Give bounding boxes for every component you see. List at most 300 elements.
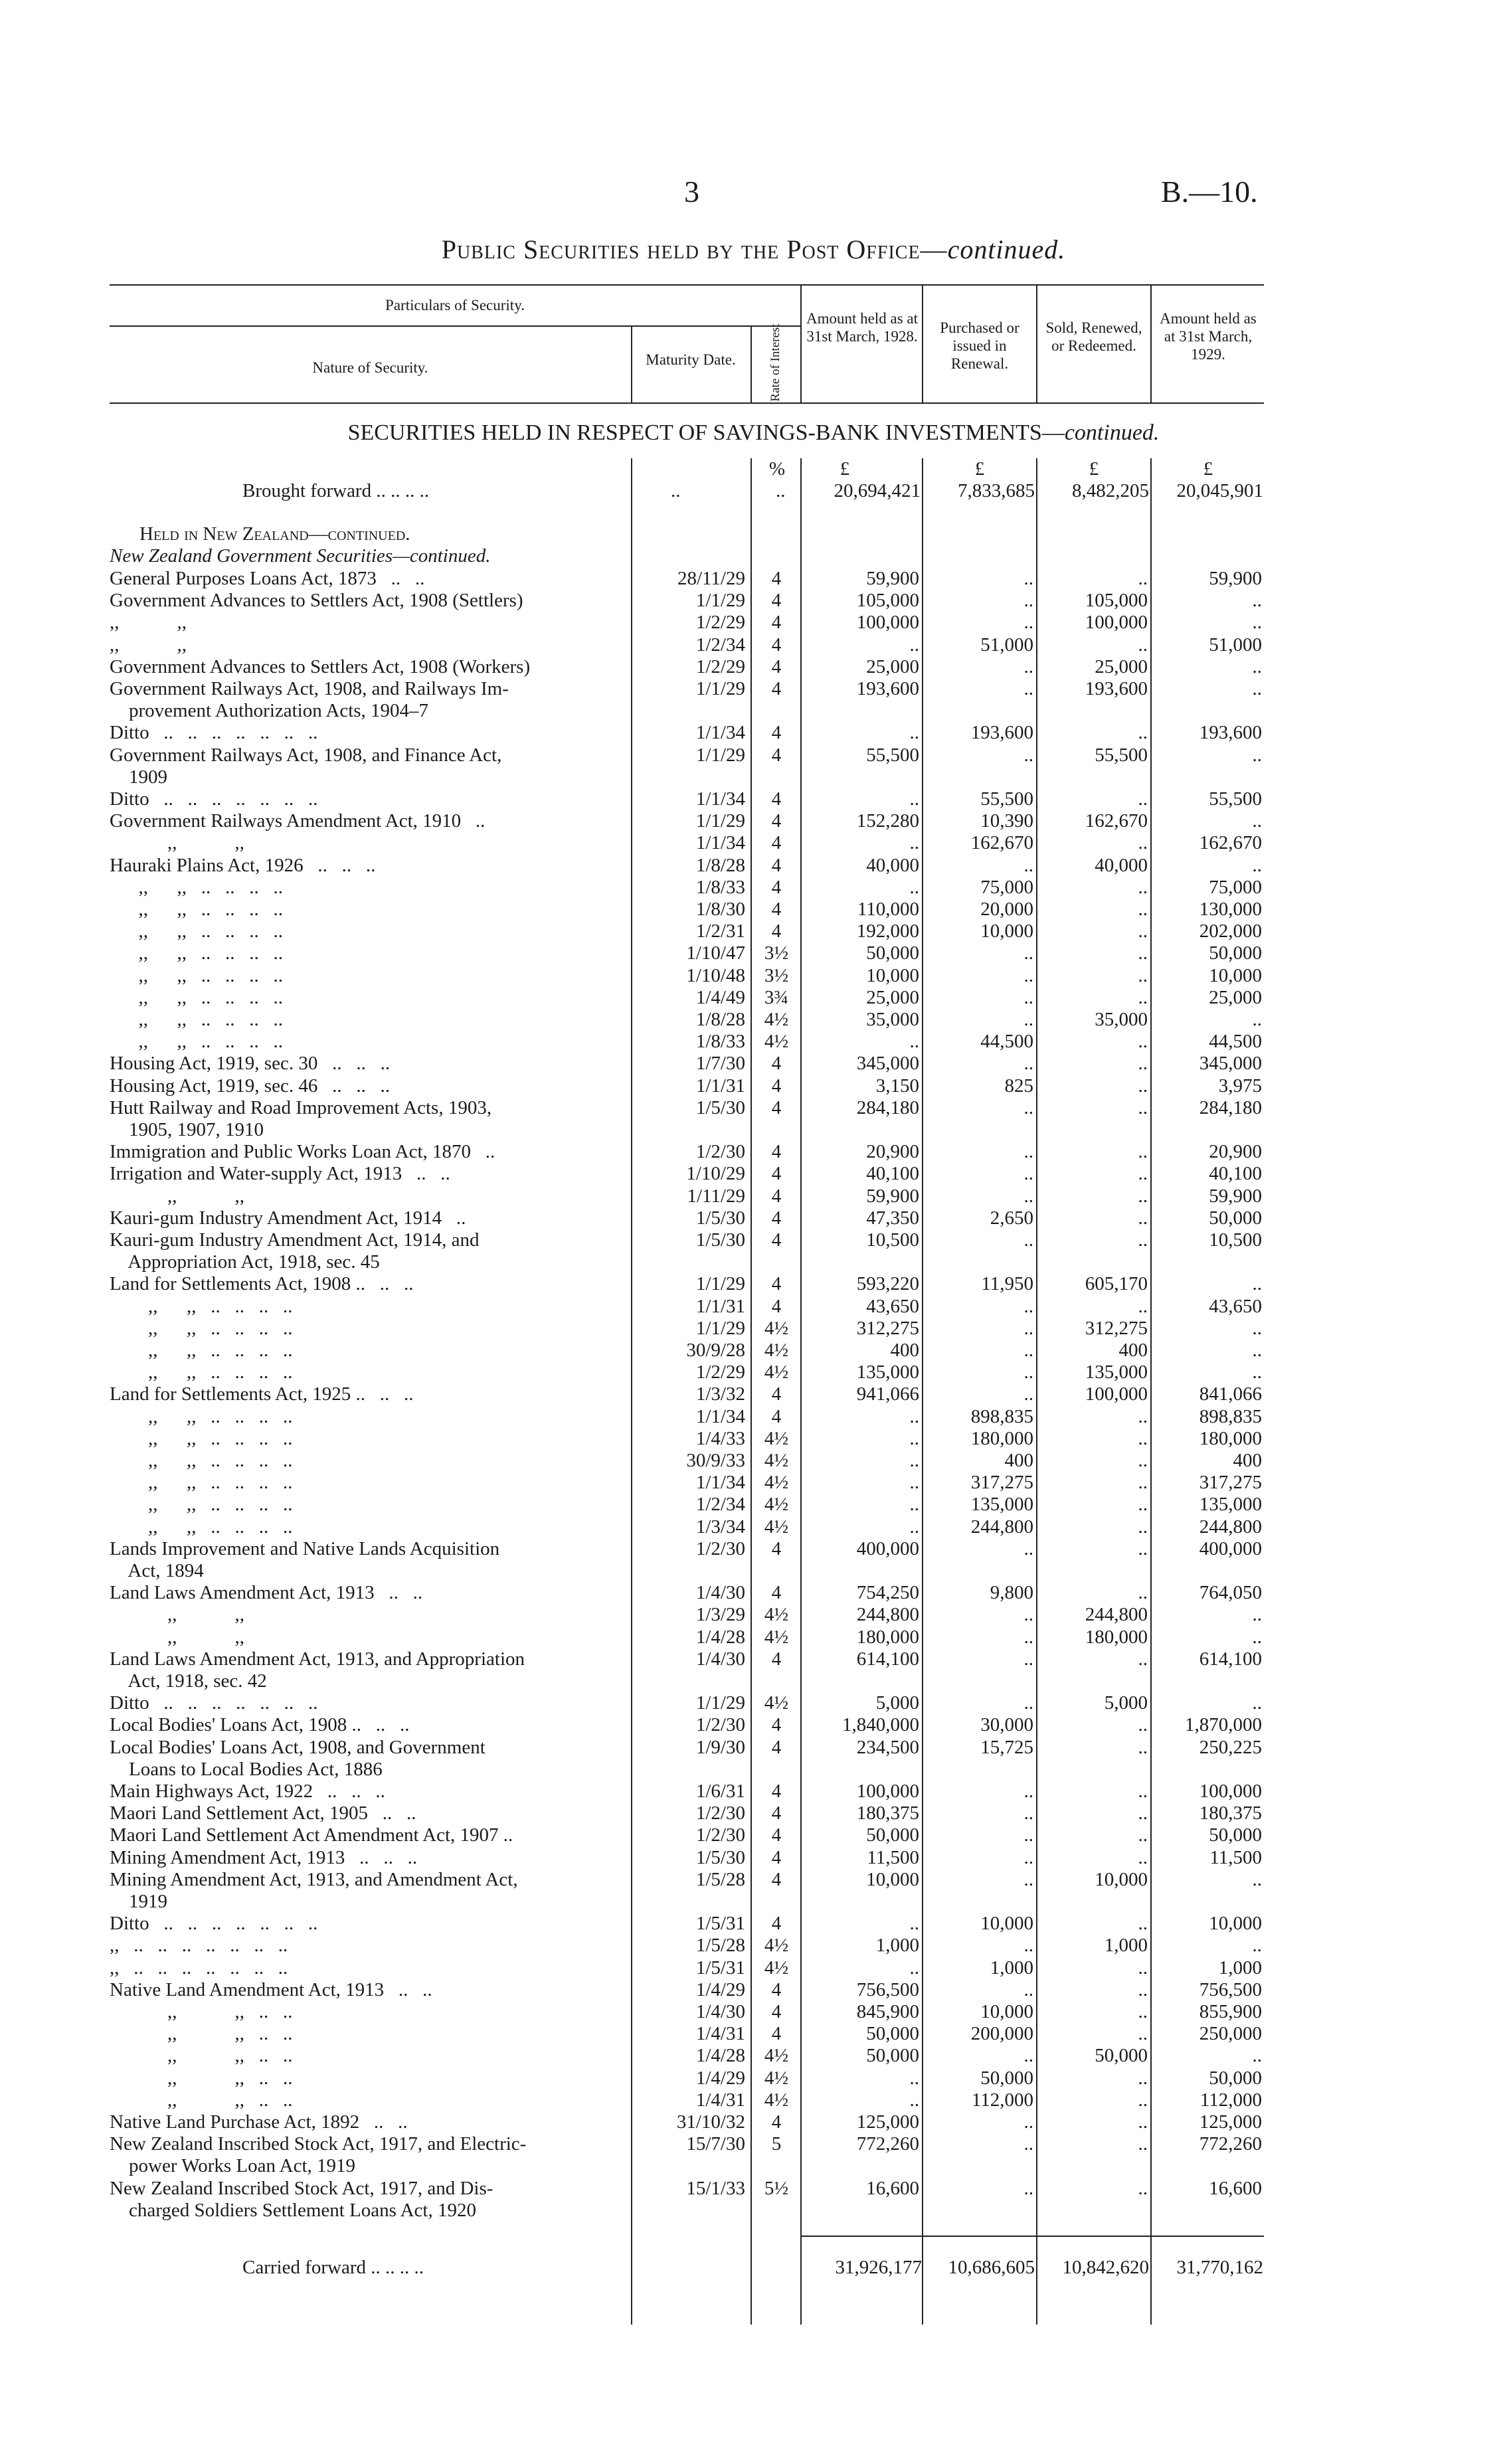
maturity-date: 1/4/33 (695, 1428, 745, 1449)
maturity-date: 1/2/30 (695, 1824, 745, 1846)
purchased-amount: .. (1023, 590, 1033, 611)
interest-rate: 4 (771, 678, 782, 699)
maturity-date: 1/1/29 (695, 810, 745, 832)
amount-held-1929: 180,375 (1199, 1803, 1262, 1824)
purchased-amount: .. (1023, 1383, 1033, 1405)
amount-held-1928: 244,800 (856, 1604, 919, 1625)
security-name: ,, ,, .. .. .. .. (110, 1362, 293, 1383)
amount-held-1928: .. (909, 788, 919, 810)
sold-amount: .. (1138, 987, 1148, 1008)
amount-held-1928: 50,000 (866, 942, 919, 964)
security-name: Mining Amendment Act, 1913, and Amendment Act, (110, 1869, 518, 1890)
interest-rate: 4 (771, 1163, 782, 1184)
purchased-amount: .. (1023, 1781, 1033, 1802)
amount-held-1929: 59,900 (1209, 568, 1262, 589)
maturity-date: 1/4/49 (695, 987, 745, 1008)
amount-held-1928: .. (909, 634, 919, 656)
amount-held-1928: .. (909, 2068, 919, 2089)
page-number: 3 (684, 175, 699, 209)
security-name: New Zealand Inscribed Stock Act, 1917, and Dis- (110, 2178, 493, 2199)
carried-forward-d: 31,770,162 (1176, 2257, 1263, 2278)
amount-held-1929: 10,000 (1209, 965, 1262, 986)
sold-amount: .. (1138, 634, 1148, 656)
header-nature: Nature of Security. (312, 359, 428, 376)
header-divider (922, 284, 923, 402)
amount-held-1929: 764,050 (1199, 1582, 1262, 1603)
purchased-amount: 244,800 (970, 1516, 1033, 1538)
amount-held-1929: .. (1252, 1869, 1262, 1890)
purchased-amount: .. (1023, 1296, 1033, 1317)
amount-held-1928: 100,000 (856, 612, 919, 633)
amount-held-1928: 772,260 (856, 2133, 919, 2155)
purchased-amount: .. (1023, 1318, 1033, 1339)
security-name: ,, ,, .. .. .. .. (110, 1450, 293, 1471)
amount-held-1929: 50,000 (1209, 1824, 1262, 1846)
purchased-amount: .. (1023, 1604, 1033, 1625)
interest-rate: 4½ (764, 1318, 789, 1339)
security-name: Act, 1894 (110, 1560, 204, 1581)
sold-amount: .. (1138, 1406, 1148, 1427)
interest-rate: 4 (771, 1229, 782, 1251)
amount-held-1928: 43,650 (866, 1296, 919, 1317)
amount-held-1929: .. (1252, 1604, 1262, 1625)
security-name: ,, ,, .. .. .. .. (110, 987, 283, 1008)
interest-rate: 4 (771, 832, 782, 853)
interest-rate: 4½ (764, 1450, 789, 1471)
security-name: ,, ,, (110, 1186, 244, 1207)
purchased-amount: 180,000 (970, 1428, 1033, 1449)
unit-b: £ (974, 458, 985, 480)
maturity-date: 1/4/29 (695, 2068, 745, 2089)
header-divider (1036, 284, 1037, 402)
amount-held-1928: 50,000 (866, 1824, 919, 1846)
amount-held-1928: .. (909, 1913, 919, 1934)
sold-amount: .. (1138, 1031, 1148, 1052)
sold-amount: .. (1138, 1075, 1148, 1097)
sold-amount: .. (1138, 1141, 1148, 1162)
maturity-date: 1/1/34 (695, 722, 745, 743)
security-name: Ditto .. .. .. .. .. .. .. (110, 722, 318, 743)
interest-rate: 4 (771, 899, 782, 920)
amount-held-1929: 125,000 (1199, 2111, 1262, 2133)
amount-held-1929: .. (1252, 656, 1262, 677)
amount-held-1929: 1,000 (1218, 1957, 1262, 1979)
maturity-date: 1/4/30 (695, 2001, 745, 2022)
sold-amount: 100,000 (1085, 1383, 1148, 1405)
interest-rate: 4½ (764, 2089, 789, 2111)
amount-held-1929: .. (1252, 1340, 1262, 1361)
sold-amount: .. (1138, 1781, 1148, 1802)
amount-held-1928: .. (909, 1957, 919, 1979)
purchased-amount: .. (1023, 1692, 1033, 1714)
security-name: ,, ,, .. .. (110, 2089, 293, 2111)
purchased-amount: .. (1023, 2111, 1033, 2133)
maturity-date: 1/2/30 (695, 1538, 745, 1559)
sold-amount: .. (1138, 568, 1148, 589)
security-name: Immigration and Public Works Loan Act, 1870 .. (110, 1141, 495, 1162)
security-name: Government Railways Act, 1908, and Finance Act, (110, 745, 502, 766)
interest-rate: 4 (771, 2111, 782, 2133)
unit-a: £ (840, 458, 850, 480)
amount-held-1929: 284,180 (1199, 1097, 1262, 1118)
maturity-date: 1/5/30 (695, 1229, 745, 1251)
amount-held-1928: 1,840,000 (842, 1714, 919, 1735)
interest-rate: 4 (771, 1053, 782, 1074)
sold-amount: .. (1138, 722, 1148, 743)
amount-held-1928: 1,000 (875, 1935, 919, 1956)
amount-held-1928: .. (909, 1450, 919, 1471)
security-name: ,, ,, .. .. (110, 2045, 293, 2066)
maturity-date: 1/4/30 (695, 1648, 745, 1670)
security-name: charged Soldiers Settlement Loans Act, 1920 (110, 2200, 476, 2221)
page-title (0, 234, 1507, 265)
amount-held-1929: 193,600 (1199, 722, 1262, 743)
interest-rate: 4 (771, 1913, 782, 1934)
security-name: Ditto .. .. .. .. .. .. .. (110, 1692, 318, 1714)
security-name: Kauri-gum Industry Amendment Act, 1914, and (110, 1229, 480, 1251)
interest-rate: 4 (771, 788, 782, 810)
sold-amount: .. (1138, 1296, 1148, 1317)
amount-held-1929: .. (1252, 2045, 1262, 2066)
maturity-date: 1/3/29 (695, 1604, 745, 1625)
amount-held-1928: 312,275 (856, 1318, 919, 1339)
interest-rate: 3½ (764, 942, 789, 964)
maturity-date: 1/2/31 (695, 921, 745, 942)
sold-amount: 180,000 (1085, 1627, 1148, 1648)
security-name: Mining Amendment Act, 1913 .. .. .. (110, 1847, 418, 1868)
column-rule (751, 458, 752, 2325)
header-held-1928: Amount held as at 31st March, 1928. (806, 310, 918, 345)
amount-held-1928: 105,000 (856, 590, 919, 611)
amount-held-1929: 250,000 (1199, 2023, 1262, 2044)
maturity-date: 1/2/29 (695, 612, 745, 633)
sold-amount: .. (1138, 2089, 1148, 2111)
sold-amount: 135,000 (1085, 1362, 1148, 1383)
sold-amount: .. (1138, 1097, 1148, 1118)
amount-held-1928: .. (909, 1516, 919, 1538)
amount-held-1929: 130,000 (1199, 899, 1262, 920)
unit-c: £ (1089, 458, 1099, 480)
sold-amount: .. (1138, 788, 1148, 810)
security-name: 1905, 1907, 1910 (110, 1119, 264, 1140)
brought-forward-b: 7,833,685 (958, 480, 1035, 501)
sold-amount: .. (1138, 1538, 1148, 1559)
interest-rate: 4 (771, 1824, 782, 1846)
purchased-amount: .. (1023, 1824, 1033, 1846)
amount-held-1928: 3,150 (875, 1075, 919, 1097)
amount-held-1929: 51,000 (1209, 634, 1262, 656)
security-name: ,, ,, .. .. (110, 2023, 293, 2044)
sold-amount: 100,000 (1085, 612, 1148, 633)
interest-rate: 4 (771, 1097, 782, 1118)
amount-held-1929: .. (1252, 1935, 1262, 1956)
sold-amount: 1,000 (1104, 1935, 1148, 1956)
maturity-date: 1/2/30 (695, 1141, 745, 1162)
interest-rate: 4½ (764, 2068, 789, 2089)
amount-held-1928: .. (909, 1031, 919, 1052)
header-held-1929: Amount held as at 31st March, 1929. (1160, 310, 1257, 363)
interest-rate: 4½ (764, 1009, 789, 1030)
security-name: ,, ,, .. .. (110, 2068, 293, 2089)
purchased-amount: 11,950 (981, 1273, 1033, 1294)
interest-rate: 4½ (764, 1604, 789, 1625)
amount-held-1928: 234,500 (856, 1737, 919, 1758)
maturity-date: 1/8/33 (695, 877, 745, 898)
maturity-date: 1/5/31 (695, 1913, 745, 1934)
security-name: Land Laws Amendment Act, 1913, and Appropriation (110, 1648, 525, 1670)
amount-held-1928: 25,000 (866, 656, 919, 677)
header-top-rule (110, 284, 1264, 286)
security-name: ,, ,, (110, 612, 187, 633)
purchased-amount: .. (1023, 678, 1033, 699)
security-name: Local Bodies' Loans Act, 1908 .. .. .. (110, 1714, 410, 1735)
header-sub-rule (110, 325, 800, 327)
purchased-amount: 2,650 (990, 1207, 1033, 1229)
maturity-date: 1/2/30 (695, 1803, 745, 1824)
interest-rate: 4 (771, 1847, 782, 1868)
interest-rate: 4 (771, 1648, 782, 1670)
sold-amount: 50,000 (1095, 2045, 1148, 2066)
interest-rate: 4 (771, 810, 782, 832)
security-name: Lands Improvement and Native Lands Acquisition (110, 1538, 500, 1559)
interest-rate: 4 (771, 656, 782, 677)
interest-rate: 4½ (764, 1340, 789, 1361)
maturity-date: 1/10/29 (686, 1163, 745, 1184)
sold-amount: .. (1138, 1737, 1148, 1758)
total-rule (800, 2236, 1264, 2237)
maturity-date: 1/1/34 (695, 1472, 745, 1493)
sold-amount: 40,000 (1095, 855, 1148, 876)
unit-rate: % (768, 458, 786, 480)
maturity-date: 1/1/29 (695, 1273, 745, 1294)
interest-rate: 5½ (764, 2178, 789, 2199)
purchased-amount: .. (1023, 745, 1033, 766)
maturity-date: 1/1/31 (695, 1075, 745, 1097)
sold-amount: 400 (1118, 1340, 1148, 1361)
interest-rate: 4 (771, 1207, 782, 1229)
purchased-amount: .. (1023, 1053, 1033, 1074)
security-name: Housing Act, 1919, sec. 30 .. .. .. (110, 1053, 391, 1074)
maturity-date: 1/1/31 (695, 1296, 745, 1317)
amount-held-1928: 756,500 (856, 1979, 919, 2000)
purchased-amount: .. (1023, 2133, 1033, 2155)
maturity-date: 1/1/29 (695, 1692, 745, 1714)
amount-held-1929: 855,900 (1199, 2001, 1262, 2022)
amount-held-1928: 400 (890, 1340, 919, 1361)
header-bottom-rule (110, 402, 1264, 404)
maturity-date: 1/3/32 (695, 1383, 745, 1405)
security-name: ,, ,, (110, 832, 244, 853)
security-name: provement Authorization Acts, 1904–7 (110, 700, 429, 721)
security-name: Hutt Railway and Road Improvement Acts, 1903, (110, 1097, 492, 1118)
maturity-date: 1/10/48 (686, 965, 745, 986)
amount-held-1929: 10,000 (1209, 1913, 1262, 1934)
interest-rate: 4 (771, 1296, 782, 1317)
security-name: Act, 1918, sec. 42 (110, 1670, 267, 1692)
security-name: General Purposes Loans Act, 1873 .. .. (110, 568, 425, 589)
amount-held-1928: 400,000 (856, 1538, 919, 1559)
amount-held-1929: .. (1252, 855, 1262, 876)
security-name: Land for Settlements Act, 1908 .. .. .. (110, 1273, 414, 1294)
purchased-amount: 20,000 (980, 899, 1033, 920)
sold-amount: 10,000 (1095, 1869, 1148, 1890)
maturity-date: 1/4/28 (695, 1627, 745, 1648)
brought-forward-label: Brought forward .. .. .. .. (242, 480, 430, 501)
sold-amount: 5,000 (1104, 1692, 1148, 1714)
purchased-amount: 898,835 (970, 1406, 1033, 1427)
maturity-date: 1/1/29 (695, 678, 745, 699)
purchased-amount: .. (1023, 656, 1033, 677)
interest-rate: 4½ (764, 1627, 789, 1648)
header-purchased: Purchased or issued in Renewal. (940, 319, 1019, 372)
interest-rate: 3¾ (764, 987, 789, 1008)
security-name: ,, ,, .. .. .. .. (110, 1318, 293, 1339)
purchased-amount: 193,600 (970, 722, 1033, 743)
maturity-date: 1/5/28 (695, 1935, 745, 1956)
amount-held-1928: .. (909, 877, 919, 898)
sold-amount: .. (1138, 2133, 1148, 2155)
brought-forward-c: 8,482,205 (1072, 480, 1149, 501)
purchased-amount: .. (1023, 965, 1033, 986)
security-name: Irrigation and Water-supply Act, 1913 .. .. (110, 1163, 450, 1184)
purchased-amount: 162,670 (970, 832, 1033, 853)
purchased-amount: .. (1023, 1847, 1033, 1868)
carried-forward-label: Carried forward .. .. .. .. (242, 2257, 424, 2278)
security-name: ,, ,, .. .. .. .. (110, 899, 283, 920)
purchased-amount: .. (1023, 1163, 1033, 1184)
maturity-date: 1/9/30 (695, 1737, 745, 1758)
maturity-date: 1/2/30 (695, 1714, 745, 1735)
interest-rate: 4½ (764, 1692, 789, 1714)
amount-held-1929: 400,000 (1199, 1538, 1262, 1559)
interest-rate: 4 (771, 1186, 782, 1207)
interest-rate: 4 (771, 1141, 782, 1162)
security-name: New Zealand Inscribed Stock Act, 1917, and Electric- (110, 2133, 527, 2155)
sold-amount: .. (1138, 1053, 1148, 1074)
amount-held-1929: 345,000 (1199, 1053, 1262, 1074)
maturity-date: 1/8/33 (695, 1031, 745, 1052)
amount-held-1928: 59,900 (866, 1186, 919, 1207)
purchased-amount: 317,275 (970, 1472, 1033, 1493)
amount-held-1929: 100,000 (1199, 1781, 1262, 1802)
security-name: ,, ,, (110, 1627, 244, 1648)
security-name: power Works Loan Act, 1919 (110, 2155, 356, 2176)
amount-held-1929: 180,000 (1199, 1428, 1262, 1449)
sold-amount: .. (1138, 2111, 1148, 2133)
purchased-amount: 1,000 (990, 1957, 1033, 1979)
security-name: Government Advances to Settlers Act, 1908 (Workers) (110, 656, 531, 677)
purchased-amount: .. (1023, 1141, 1033, 1162)
sold-amount: 25,000 (1095, 656, 1148, 677)
amount-held-1929: .. (1252, 590, 1262, 611)
amount-held-1928: 180,000 (856, 1627, 919, 1648)
amount-held-1928: 180,375 (856, 1803, 919, 1824)
amount-held-1929: 3,975 (1218, 1075, 1262, 1097)
interest-rate: 4½ (764, 1935, 789, 1956)
purchased-amount: 400 (1004, 1450, 1033, 1471)
security-name: Government Railways Amendment Act, 1910 .. (110, 810, 486, 832)
interest-rate: 4½ (764, 1031, 789, 1052)
amount-held-1928: 845,900 (856, 2001, 919, 2022)
amount-held-1929: 772,260 (1199, 2133, 1262, 2155)
sold-amount: .. (1138, 2068, 1148, 2089)
security-name: ,, ,, .. .. (110, 2001, 293, 2022)
maturity-date: 30/9/33 (686, 1450, 745, 1471)
sold-amount: .. (1138, 1494, 1148, 1515)
amount-held-1928: 50,000 (866, 2045, 919, 2066)
sold-amount: .. (1138, 1472, 1148, 1493)
maturity-date: 1/1/29 (695, 1318, 745, 1339)
security-name: Hauraki Plains Act, 1926 .. .. .. (110, 855, 376, 876)
amount-held-1929: 20,900 (1209, 1141, 1262, 1162)
security-name: Ditto .. .. .. .. .. .. .. (110, 788, 318, 810)
maturity-date: 1/5/30 (695, 1847, 745, 1868)
purchased-amount: .. (1023, 1009, 1033, 1030)
amount-held-1929: 841,066 (1199, 1383, 1262, 1405)
maturity-date: 1/11/29 (687, 1186, 745, 1207)
interest-rate: 4 (771, 634, 782, 656)
sold-amount: .. (1138, 1913, 1148, 1934)
amount-held-1929: .. (1252, 1009, 1262, 1030)
sold-amount: .. (1138, 1428, 1148, 1449)
amount-held-1928: 284,180 (856, 1097, 919, 1118)
sold-amount: .. (1138, 877, 1148, 898)
interest-rate: 4 (771, 1737, 782, 1758)
security-name: Land for Settlements Act, 1925 .. .. .. (110, 1383, 414, 1405)
security-name: Maori Land Settlement Act Amendment Act, 1907 .. (110, 1824, 513, 1846)
amount-held-1928: 941,066 (856, 1383, 919, 1405)
sold-amount: .. (1138, 942, 1148, 964)
amount-held-1929: .. (1252, 745, 1262, 766)
purchased-amount: 112,000 (971, 2089, 1033, 2111)
maturity-date: 1/5/28 (695, 1869, 745, 1890)
sold-amount: .. (1138, 1714, 1148, 1735)
security-name: Native Land Amendment Act, 1913 .. .. (110, 1979, 432, 2000)
maturity-date: 1/1/29 (695, 745, 745, 766)
amount-held-1928: 10,000 (866, 965, 919, 986)
sold-amount: .. (1138, 2023, 1148, 2044)
amount-held-1928: 593,220 (856, 1273, 919, 1294)
amount-held-1928: 16,600 (866, 2178, 919, 2199)
amount-held-1928: .. (909, 722, 919, 743)
purchased-amount: .. (1023, 1538, 1033, 1559)
amount-held-1929: .. (1252, 1692, 1262, 1714)
amount-held-1928: 59,900 (866, 568, 919, 589)
purchased-amount: .. (1023, 1979, 1033, 2000)
amount-held-1928: 10,500 (866, 1229, 919, 1251)
interest-rate: 4½ (764, 1428, 789, 1449)
maturity-date: 1/4/28 (695, 2045, 745, 2066)
amount-held-1929: 75,000 (1209, 877, 1262, 898)
brought-forward-rate: .. (776, 480, 786, 501)
sold-amount: .. (1138, 1229, 1148, 1251)
sold-amount: .. (1138, 1847, 1148, 1868)
interest-rate: 4 (771, 612, 782, 633)
section-heading-continued: continued. (1064, 420, 1160, 445)
purchased-amount: .. (1023, 1935, 1033, 1956)
sold-amount: .. (1138, 832, 1148, 853)
interest-rate: 4 (771, 877, 782, 898)
amount-held-1929: 10,500 (1209, 1229, 1262, 1251)
unit-d: £ (1203, 458, 1213, 480)
interest-rate: 4 (771, 1582, 782, 1603)
security-name: Ditto .. .. .. .. .. .. .. (110, 1913, 318, 1934)
amount-held-1929: 40,100 (1209, 1163, 1262, 1184)
amount-held-1928: .. (909, 2089, 919, 2111)
amount-held-1929: .. (1252, 612, 1262, 633)
purchased-amount: 50,000 (980, 2068, 1033, 2089)
amount-held-1929: 135,000 (1199, 1494, 1262, 1515)
